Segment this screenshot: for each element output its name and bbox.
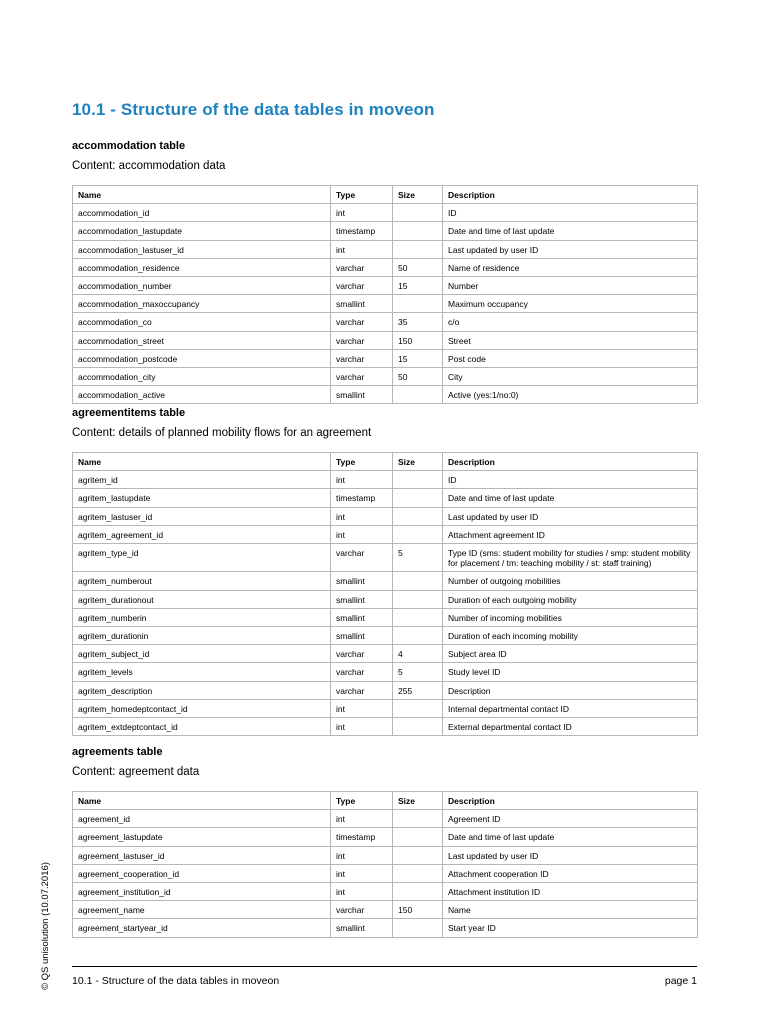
table-header-row xyxy=(73,792,698,810)
cell-size: 5 xyxy=(393,663,443,681)
cell-type: varchar xyxy=(331,663,393,681)
cell-size xyxy=(393,204,443,222)
cell-type: varchar xyxy=(331,901,393,919)
cell-name: agritem_agreement_id xyxy=(73,525,331,543)
cell-name: agreement_name xyxy=(73,901,331,919)
header-name: Name xyxy=(73,453,331,471)
cell-description: Date and time of last update xyxy=(443,828,698,846)
cell-description: Attachment cooperation ID xyxy=(443,864,698,882)
table-row xyxy=(73,489,698,507)
table-row xyxy=(73,349,698,367)
cell-size xyxy=(393,386,443,404)
cell-name: agritem_levels xyxy=(73,663,331,681)
cell-size xyxy=(393,864,443,882)
cell-description: Number of incoming mobilities xyxy=(443,608,698,626)
table-row xyxy=(73,313,698,331)
table-header-row xyxy=(73,186,698,204)
cell-type: smallint xyxy=(331,295,393,313)
cell-size xyxy=(393,471,443,489)
cell-description: Date and time of last update xyxy=(443,222,698,240)
table-row xyxy=(73,645,698,663)
agreements-table xyxy=(72,791,698,938)
table-row xyxy=(73,718,698,736)
cell-size: 4 xyxy=(393,645,443,663)
cell-size: 50 xyxy=(393,258,443,276)
cell-size xyxy=(393,572,443,590)
table-row xyxy=(73,471,698,489)
cell-size xyxy=(393,608,443,626)
cell-description: Maximum occupancy xyxy=(443,295,698,313)
cell-name: accommodation_lastupdate xyxy=(73,222,331,240)
header-type: Type xyxy=(331,792,393,810)
cell-type: int xyxy=(331,507,393,525)
table-row xyxy=(73,663,698,681)
cell-name: agritem_homedeptcontact_id xyxy=(73,699,331,717)
cell-type: smallint xyxy=(331,572,393,590)
cell-name: accommodation_id xyxy=(73,204,331,222)
cell-size xyxy=(393,828,443,846)
cell-description: Street xyxy=(443,331,698,349)
cell-size: 15 xyxy=(393,277,443,295)
cell-size: 5 xyxy=(393,544,443,572)
cell-type: int xyxy=(331,471,393,489)
header-description: Description xyxy=(443,792,698,810)
agreementitems-table xyxy=(72,452,698,736)
table-row xyxy=(73,883,698,901)
header-size: Size xyxy=(393,792,443,810)
agreements-section xyxy=(72,745,697,938)
cell-size xyxy=(393,590,443,608)
cell-name: agreement_id xyxy=(73,810,331,828)
cell-type: varchar xyxy=(331,331,393,349)
cell-type: varchar xyxy=(331,368,393,386)
cell-name: agritem_numberin xyxy=(73,608,331,626)
cell-description: Duration of each incoming mobility xyxy=(443,627,698,645)
table-row xyxy=(73,864,698,882)
table-row xyxy=(73,507,698,525)
table-row xyxy=(73,386,698,404)
cell-name: agritem_lastupdate xyxy=(73,489,331,507)
cell-type: smallint xyxy=(331,608,393,626)
cell-size xyxy=(393,699,443,717)
section-content: Content: accommodation data xyxy=(72,160,226,172)
cell-name: agritem_description xyxy=(73,681,331,699)
cell-size xyxy=(393,525,443,543)
header-type: Type xyxy=(331,453,393,471)
cell-description: Study level ID xyxy=(443,663,698,681)
table-row xyxy=(73,608,698,626)
table-row xyxy=(73,525,698,543)
cell-size xyxy=(393,810,443,828)
table-row xyxy=(73,295,698,313)
cell-size xyxy=(393,222,443,240)
cell-description: External departmental contact ID xyxy=(443,718,698,736)
table-row xyxy=(73,204,698,222)
cell-description: Description xyxy=(443,681,698,699)
cell-name: accommodation_maxoccupancy xyxy=(73,295,331,313)
cell-description: Post code xyxy=(443,349,698,367)
cell-description: Number of outgoing mobilities xyxy=(443,572,698,590)
cell-type: int xyxy=(331,883,393,901)
agreementitems-section xyxy=(72,406,697,736)
cell-description: Active (yes:1/no:0) xyxy=(443,386,698,404)
cell-size: 255 xyxy=(393,681,443,699)
cell-description: Start year ID xyxy=(443,919,698,937)
table-row xyxy=(73,901,698,919)
table-row xyxy=(73,331,698,349)
cell-size: 50 xyxy=(393,368,443,386)
cell-type: int xyxy=(331,699,393,717)
cell-type: int xyxy=(331,846,393,864)
cell-size xyxy=(393,507,443,525)
table-row xyxy=(73,277,698,295)
table-row xyxy=(73,258,698,276)
copyright-sidebar: © QS unisolution (10.07.2016) xyxy=(40,862,51,990)
cell-description: City xyxy=(443,368,698,386)
header-size: Size xyxy=(393,186,443,204)
section-content: Content: agreement data xyxy=(72,766,200,778)
cell-type: smallint xyxy=(331,919,393,937)
cell-description: Attachment institution ID xyxy=(443,883,698,901)
cell-type: smallint xyxy=(331,590,393,608)
cell-name: accommodation_active xyxy=(73,386,331,404)
cell-description: Attachment agreement ID xyxy=(443,525,698,543)
cell-description: Name of residence xyxy=(443,258,698,276)
header-name: Name xyxy=(73,792,331,810)
table-row xyxy=(73,681,698,699)
table-row xyxy=(73,572,698,590)
cell-description: Type ID (sms: student mobility for studies / smp: student mobility for placement / tm: teaching mobility / st: staff training) xyxy=(443,544,698,572)
cell-type: int xyxy=(331,864,393,882)
cell-type: smallint xyxy=(331,386,393,404)
cell-type: varchar xyxy=(331,349,393,367)
cell-name: accommodation_residence xyxy=(73,258,331,276)
cell-size xyxy=(393,718,443,736)
header-name: Name xyxy=(73,186,331,204)
cell-name: agritem_subject_id xyxy=(73,645,331,663)
cell-name: agritem_durationout xyxy=(73,590,331,608)
footer-divider xyxy=(72,966,697,967)
cell-type: varchar xyxy=(331,645,393,663)
table-row xyxy=(73,544,698,572)
table-row xyxy=(73,699,698,717)
cell-name: agritem_id xyxy=(73,471,331,489)
cell-type: smallint xyxy=(331,627,393,645)
cell-name: accommodation_postcode xyxy=(73,349,331,367)
cell-name: accommodation_street xyxy=(73,331,331,349)
table-row xyxy=(73,627,698,645)
cell-description: Last updated by user ID xyxy=(443,846,698,864)
cell-size: 15 xyxy=(393,349,443,367)
cell-name: agritem_extdeptcontact_id xyxy=(73,718,331,736)
cell-name: agreement_cooperation_id xyxy=(73,864,331,882)
cell-description: Subject area ID xyxy=(443,645,698,663)
table-row xyxy=(73,846,698,864)
page-number: page 1 xyxy=(664,975,697,987)
cell-description: Duration of each outgoing mobility xyxy=(443,590,698,608)
cell-type: int xyxy=(331,240,393,258)
cell-type: timestamp xyxy=(331,222,393,240)
section-content: Content: details of planned mobility flows for an agreement xyxy=(72,427,372,439)
table-row xyxy=(73,828,698,846)
table-header-row xyxy=(73,453,698,471)
cell-name: agritem_type_id xyxy=(73,544,331,572)
section-title: agreements table xyxy=(72,746,163,758)
cell-description: Last updated by user ID xyxy=(443,507,698,525)
cell-type: int xyxy=(331,810,393,828)
cell-name: agreement_startyear_id xyxy=(73,919,331,937)
section-title: agreementitems table xyxy=(72,407,186,419)
cell-size xyxy=(393,883,443,901)
cell-description: Number xyxy=(443,277,698,295)
accommodation-section xyxy=(72,139,697,404)
cell-description: ID xyxy=(443,471,698,489)
cell-name: accommodation_lastuser_id xyxy=(73,240,331,258)
cell-size: 35 xyxy=(393,313,443,331)
table-row xyxy=(73,810,698,828)
cell-name: agreement_lastuser_id xyxy=(73,846,331,864)
cell-type: varchar xyxy=(331,277,393,295)
header-description: Description xyxy=(443,453,698,471)
cell-name: accommodation_co xyxy=(73,313,331,331)
cell-type: varchar xyxy=(331,681,393,699)
header-description: Description xyxy=(443,186,698,204)
table-row xyxy=(73,222,698,240)
header-type: Type xyxy=(331,186,393,204)
page-title: 10.1 - Structure of the data tables in moveon xyxy=(72,100,435,119)
cell-size xyxy=(393,489,443,507)
cell-size xyxy=(393,919,443,937)
cell-description: c/o xyxy=(443,313,698,331)
cell-name: accommodation_number xyxy=(73,277,331,295)
cell-name: agreement_lastupdate xyxy=(73,828,331,846)
cell-description: Last updated by user ID xyxy=(443,240,698,258)
cell-size xyxy=(393,295,443,313)
cell-name: accommodation_city xyxy=(73,368,331,386)
cell-description: Date and time of last update xyxy=(443,489,698,507)
cell-size: 150 xyxy=(393,901,443,919)
cell-size xyxy=(393,846,443,864)
cell-name: agritem_numberout xyxy=(73,572,331,590)
table-row xyxy=(73,368,698,386)
cell-size xyxy=(393,627,443,645)
cell-size xyxy=(393,240,443,258)
section-title: accommodation table xyxy=(72,140,186,152)
cell-size: 150 xyxy=(393,331,443,349)
table-row xyxy=(73,590,698,608)
accommodation-table xyxy=(72,185,698,404)
table-row xyxy=(73,240,698,258)
cell-type: timestamp xyxy=(331,489,393,507)
cell-type: int xyxy=(331,204,393,222)
cell-type: int xyxy=(331,525,393,543)
cell-description: Agreement ID xyxy=(443,810,698,828)
header-size: Size xyxy=(393,453,443,471)
table-row xyxy=(73,919,698,937)
cell-description: ID xyxy=(443,204,698,222)
cell-description: Internal departmental contact ID xyxy=(443,699,698,717)
cell-type: int xyxy=(331,718,393,736)
cell-name: agritem_durationin xyxy=(73,627,331,645)
cell-type: varchar xyxy=(331,313,393,331)
cell-description: Name xyxy=(443,901,698,919)
cell-name: agritem_lastuser_id xyxy=(73,507,331,525)
cell-type: varchar xyxy=(331,258,393,276)
footer-title: 10.1 - Structure of the data tables in moveon xyxy=(72,975,280,987)
cell-type: timestamp xyxy=(331,828,393,846)
cell-type: varchar xyxy=(331,544,393,572)
cell-name: agreement_institution_id xyxy=(73,883,331,901)
